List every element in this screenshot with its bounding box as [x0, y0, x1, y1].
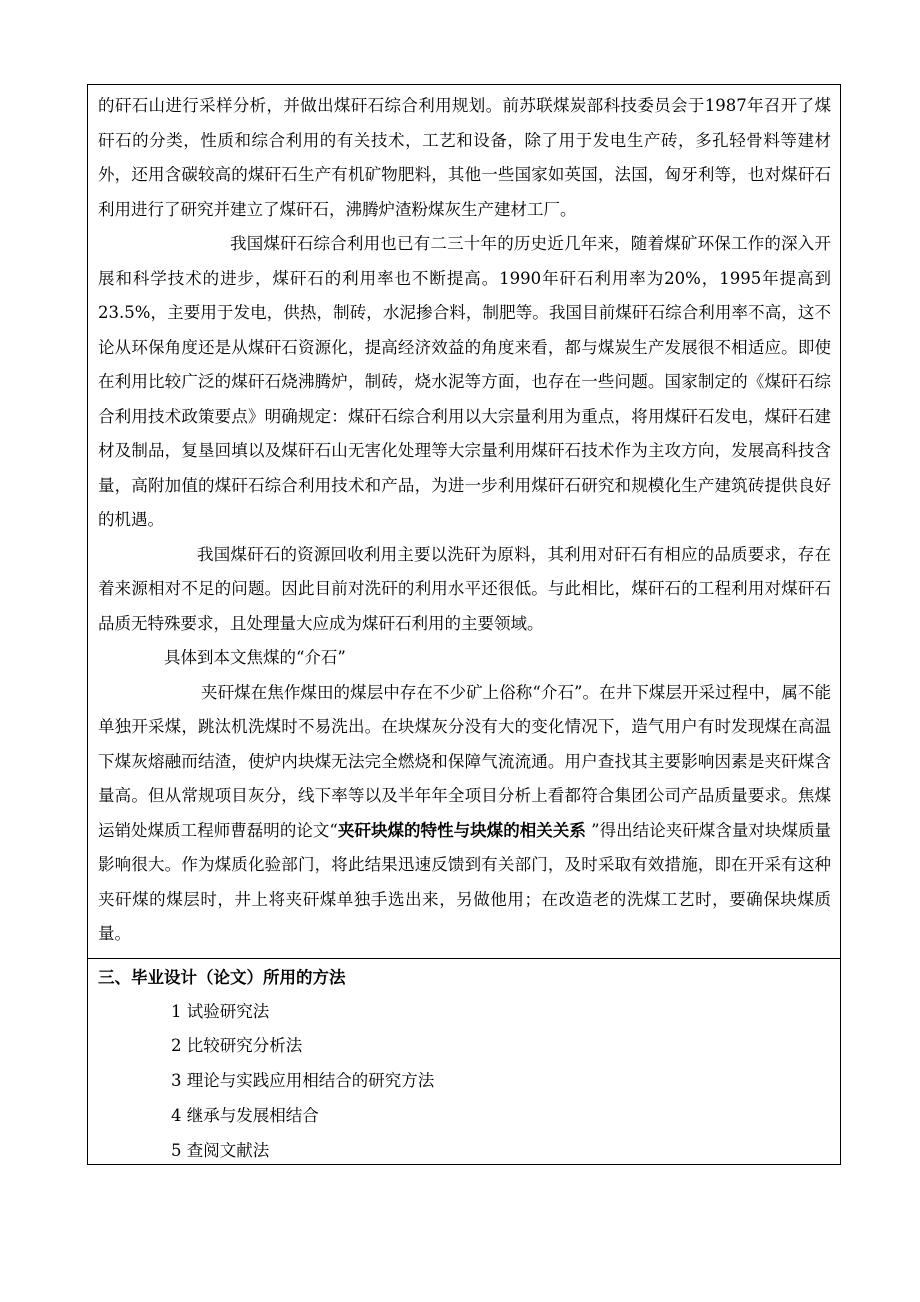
method-item: 2 比较研究分析法: [171, 1036, 303, 1056]
paragraph-1: 的矸石山进行采样分析，并做出煤矸石综合利用规划。前苏联煤炭部科技委员会于1987年召开了煤矸石的分类，性质和综合利用的有关技术，工艺和设备，除了用于发电生产砖，多孔轻骨料等建材外，还用含碳较高的煤矸石生产有机矿物肥料，其他一些国家如英国，法国，匈牙利等，也对煤矸石利用进行了研究并建立了煤矸石，沸腾炉渣粉煤灰生产建材工厂。: [98, 96, 831, 219]
form-table: [87, 84, 841, 1165]
paragraph-5-text-b: ”得出结论夹矸煤含量对块煤质量影响很大。作为煤质化验部门，将此结果迅速反馈到有关部门，及时采取有效措施，即在开采有这种夹矸煤的煤层时，井上将夹矸煤单独手选出来，另做他用；在改造老的洗煤工艺时，要确保块煤质量。: [98, 820, 832, 943]
paragraph-5: [98, 676, 831, 952]
method-item: 3 理论与实践应用相结合的研究方法: [171, 1071, 435, 1091]
paragraph-2: 我国煤矸石综合利用也已有二三十年的历史近几年来，随着煤矿环保工作的深入开展和科学技术的进步，煤矸石的利用率也不断提高。1990年矸石利用率为20%，1995年提高到23.5%，主要用于发电，供热，制砖，水泥掺合料，制肥等。我国目前煤矸石综合利用率不高，这不论从环保角度还是从煤矸石资源化，提高经济效益的角度来看，都与煤炭生产发展很不相适应。即使在利用比较广泛的煤矸石烧沸腾炉，制砖，烧水泥等方面，也存在一些问题。国家制定的《煤矸石综合利用技术政策要点》明确规定：煤矸石综合利用以大宗量利用为重点，将用煤矸石发电，煤矸石建材及制品，复垦回填以及煤矸石山无害化处理等大宗量利用煤矸石技术作为主攻方向，发展高科技含量，高附加值的煤矸石综合利用技术和产品，为进一步利用煤矸石研究和规模化生产建筑砖提供良好的机遇。: [98, 234, 831, 529]
paragraph-3: 我国煤矸石的资源回收利用主要以洗矸为原料，其利用对矸石有相应的品质要求，存在着来源相对不足的问题。因此目前对洗矸的利用水平还很低。与此相比，煤矸石的工程利用对煤矸石品质无特殊要求，且处理量大应成为煤矸石利用的主要领域。: [98, 544, 831, 633]
method-item: 4 继承与发展相结合: [171, 1105, 319, 1125]
content-cell: [88, 85, 840, 959]
paragraph-5-text-a: 夹矸煤在焦作煤田的煤层中存在不少矿上俗称“介石”。在井下煤层开采过程中，属不能单独开采煤，跳汰机洗煤时不易洗出。在块煤灰分没有大的变化情况下，造气用户有时发现煤在高温下煤灰熔融而结渣，使炉内块煤无法完全燃烧和保障气流流通。用户查找其主要影响因素是夹矸煤含量高。但从常规项目灰分，线下率等以及半年年全项目分析上看都符合集团公司产品质量要求。焦煤运销处煤质工程师曹磊明的论文“: [98, 682, 831, 840]
methods-heading: 三、毕业设计（论文）所用的方法: [98, 967, 346, 987]
method-item: 1 试验研究法: [171, 1001, 270, 1021]
paragraph-4: 具体到本文焦煤的“介石”: [164, 648, 346, 667]
methods-cell: [88, 959, 840, 1164]
method-item: 5 查阅文献法: [171, 1140, 270, 1160]
cited-paper-title: 夹矸块煤的特性与块煤的相关关系: [337, 820, 586, 840]
